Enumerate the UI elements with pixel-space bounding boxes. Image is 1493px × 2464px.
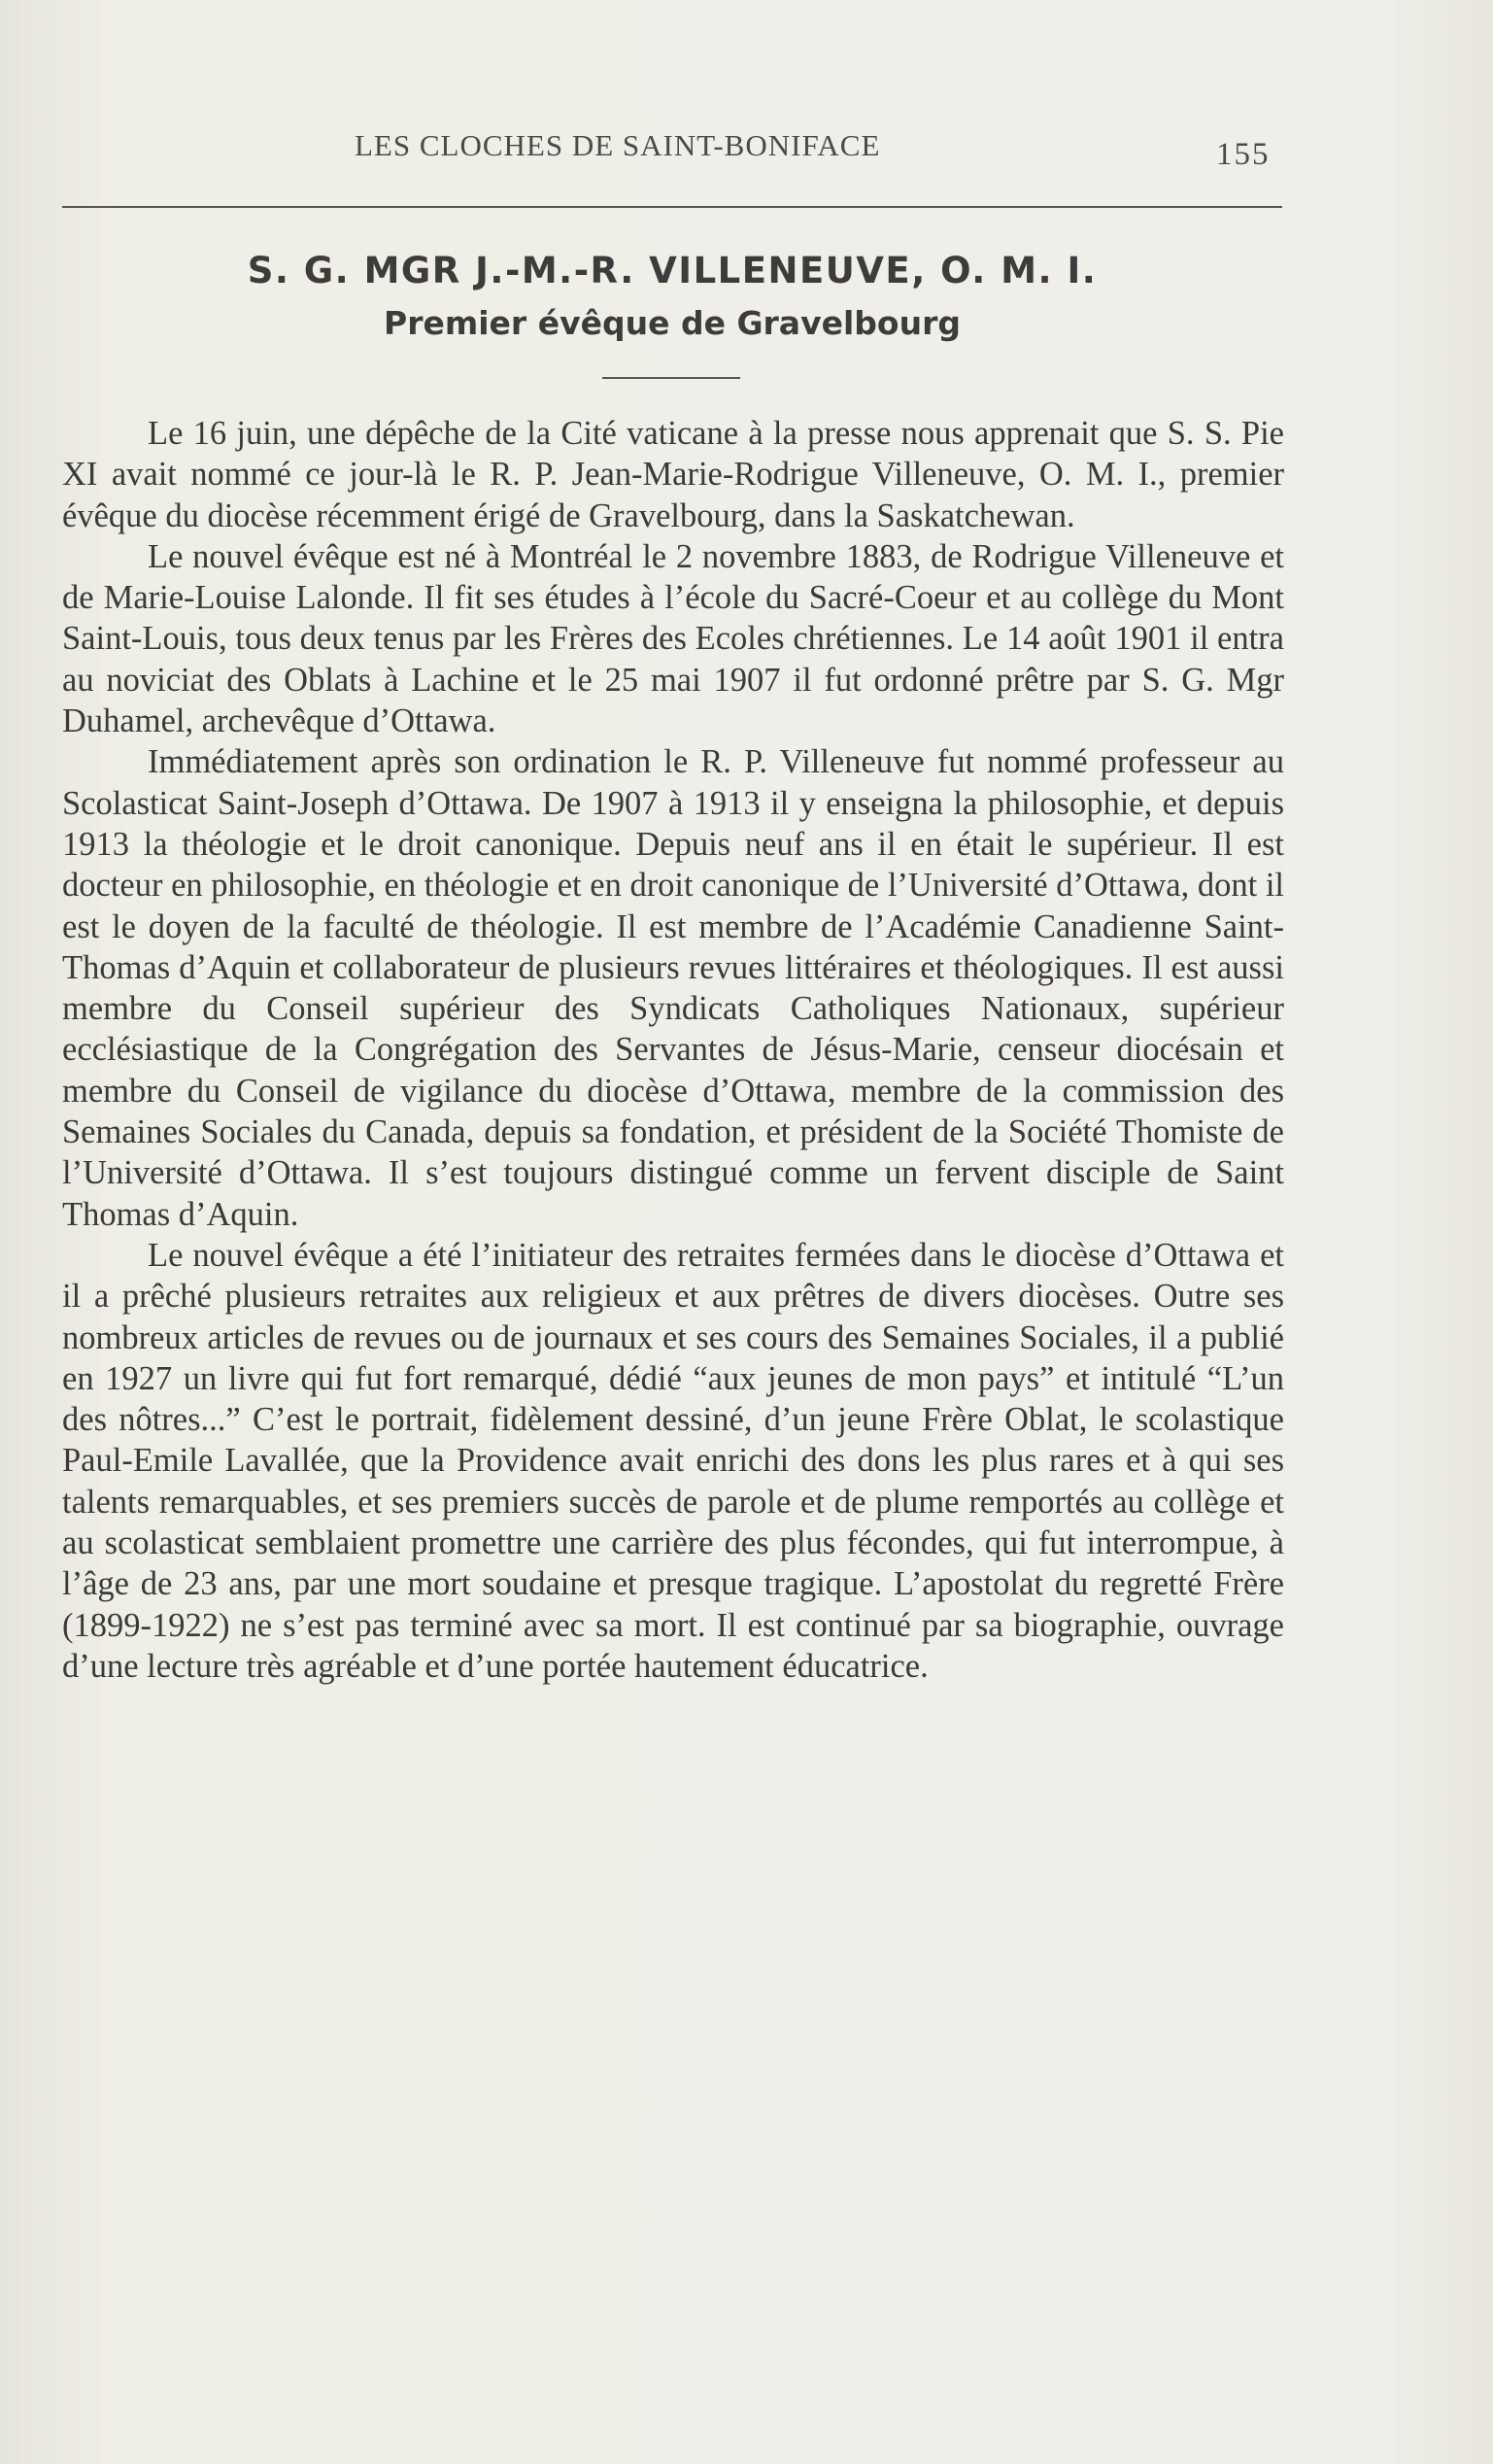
paragraph-4: Le nouvel évêque a été l’initiateur des retraites fermées dans le diocèse d’Ottawa et il a prêché plusieurs retraites aux religieux et aux prêtres de divers diocèses. Outre ses nombreux articles de revues ou de journaux et ses cours des Semaines Sociales, il a publié en 1927 un livre qui fut fort remarqué, dédié “aux jeunes de mon pays” et intitulé “L’un des nôtres...” C’est le portrait, fidèlement dessiné, d’un jeune Frère Oblat, le scolastique Paul-Emile Lavallée, que la Providence avait enrichi des dons les plus rares et à qui ses talents remarquables, et ses premiers succès de parole et de plume remportés au collège et au scolasticat semblaient promettre une carrière des plus fécondes, qui fut interrompue, à l’âge de 23 ans, par une mort soudaine et presque tragique. L’apostolat du regretté Frère (1899-1922) ne s’est pas terminé avec sa mort. Il est continué par sa biographie, ouvrage d’une lecture très agréable et d’une portée hautement éducatrice. <box>62 1236 1284 1685</box>
paragraph-3: Immédiatement après son ordination le R. P. Villeneuve fut nommé professeur au Scolasticat Saint-Joseph d’Ottawa. De 1907 à 1913 il y enseigna la philosophie, et depuis 1913 la théologie et le droit canonique. Depuis neuf ans il en était le supérieur. Il est docteur en philosophie, en théologie et en droit canonique de l’Université d’Ottawa, dont il est le doyen de la faculté de théologie. Il est membre de l’Académie Canadienne Saint-Thomas d’Aquin et collaborateur de plusieurs revues littéraires et théologiques. Il est aussi membre du Conseil supérieur des Syndicats Catholiques Nationaux, supérieur ecclésiastique de la Congrégation des Servantes de Jésus-Marie, censeur diocésain et membre du Conseil de vigilance du diocèse d’Ottawa, membre de la commission des Semaines Sociales du Canada, depuis sa fondation, et président de la Société Thomiste de l’Université d’Ottawa. Il s’est toujours distingué comme un fervent disciple de Saint Thomas d’Aquin. <box>62 743 1284 1233</box>
article-subtitle: Premier évêque de Gravelbourg <box>384 304 961 342</box>
paragraph-2: Le nouvel évêque est né à Montréal le 2 novembre 1883, de Rodrigue Villeneuve et de Marie-Louise Lalonde. Il fit ses études à l’école du Sacré-Coeur et au collège du Mont Saint-Louis, tous deux tenus par les Frères des Ecoles chrétiennes. Le 14 août 1901 il entra au noviciat des Oblats à Lachine et le 25 mai 1907 il fut ordonné prêtre par S. G. Mgr Duhamel, archevêque d’Ottawa. <box>62 537 1284 740</box>
article-title: S. G. MGR J.-M.-R. VILLENEUVE, O. M. I. <box>247 250 1098 291</box>
header-divider <box>62 206 1282 208</box>
page-number: 155 <box>1216 137 1271 172</box>
article-body <box>62 413 1284 1687</box>
paragraph-1: Le 16 juin, une dépêche de la Cité vaticane à la presse nous apprenait que S. S. Pie XI avait nommé ce jour-là le R. P. Jean-Marie-Rodrigue Villeneuve, O. M. I., premier évêque du diocèse récemment érigé de Gravelbourg, dans la Saskatchewan. <box>62 415 1284 534</box>
running-title: LES CLOCHES DE SAINT-BONIFACE <box>355 128 881 162</box>
title-divider <box>602 377 740 379</box>
